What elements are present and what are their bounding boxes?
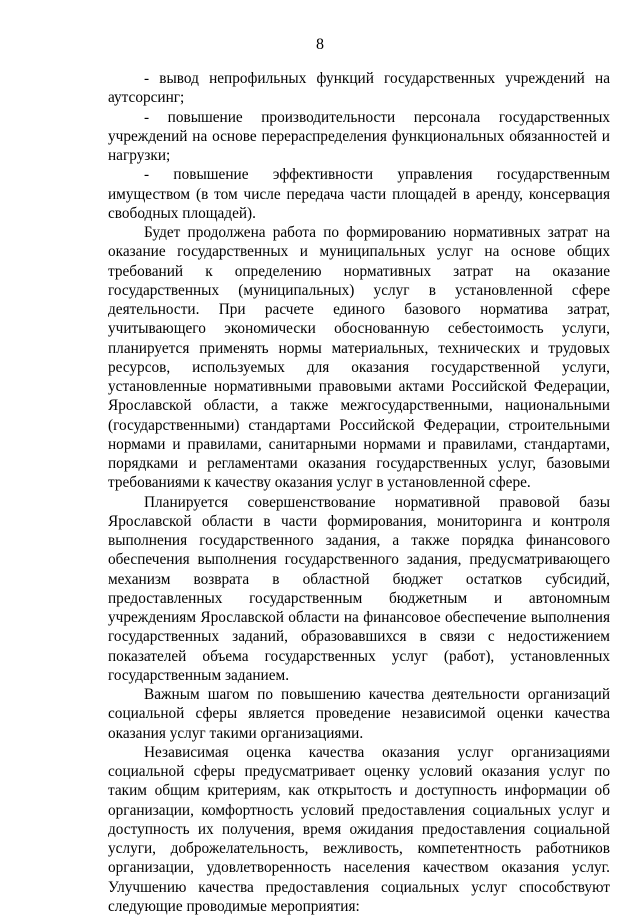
document-body [108, 69, 610, 916]
paragraph-independent-assessment-intro: Важным шагом по повышению качества деятельности организаций социальной сферы является проведение независимой оценки качества оказания услуг такими организациями. [108, 686, 610, 742]
paragraph-normative-costs: Будет продолжена работа по формированию нормативных затрат на оказание государственных и муниципальных услуг на основе общих требований к определению нормативных затрат на оказание государственных (муниципальных) услуг в установленной сфере деятельности. При расчете единого базового норматива затрат, учитывающего экономически обоснованную себестоимость услуги, планируется применять нормы материальных, технических и трудовых ресурсов, используемых для оказания государственной услуги, установленные нормативными правовыми актами Российской Федерации, Ярославской области, а также межгосударственными, национальными (государственными) стандартами Российской Федерации, строительными нормами и правилами, санитарными нормами и правилами, стандартами, порядками и регламентами оказания государственных услуг, базовыми требованиями к качеству оказания услуг в установленной сфере. [108, 224, 610, 492]
paragraph-independent-assessment-criteria: Независимая оценка качества оказания услуг организациями социальной сферы предусматривает оценку условий оказания услуг по таким общим критериям, как открытость и доступность информации об организации, комфортность условий предоставления социальных услуг и доступность их получения, время ожидания предоставления социальной услуги, доброжелательность, вежливость, компетентность работников организации, удовлетворенность населения качеством оказания услуг. Улучшению качества предоставления социальных услуг способствуют следующие проводимые мероприятия: [108, 743, 610, 915]
paragraph-bullet-outsourcing: - вывод непрофильных функций государственных учреждений на аутсорсинг; [108, 70, 610, 107]
paragraph-bullet-productivity: - повышение производительности персонала государственных учреждений на основе перераспределения функциональных обязанностей и нагрузки; [108, 108, 610, 164]
paragraph-bullet-property-management: - повышение эффективности управления государственным имуществом (в том числе передача части площадей в аренду, консервация свободных площадей). [108, 166, 610, 222]
paragraph-state-assignment: Планируется совершенствование нормативной правовой базы Ярославской области в части формирования, мониторинга и контроля выполнения государственного задания, а также порядка финансового обеспечения выполнения государственного задания, предусматривающего механизм возврата в областной бюджет остатков субсидий, предоставленных государственным бюджетным и автономным учреждениям Ярославской области на финансовое обеспечение выполнения государственных заданий, образовавшихся в связи с недостижением показателей объема государственных услуг (работ), установленных государственным заданием. [108, 493, 610, 684]
page-number: 8 [316, 36, 324, 53]
